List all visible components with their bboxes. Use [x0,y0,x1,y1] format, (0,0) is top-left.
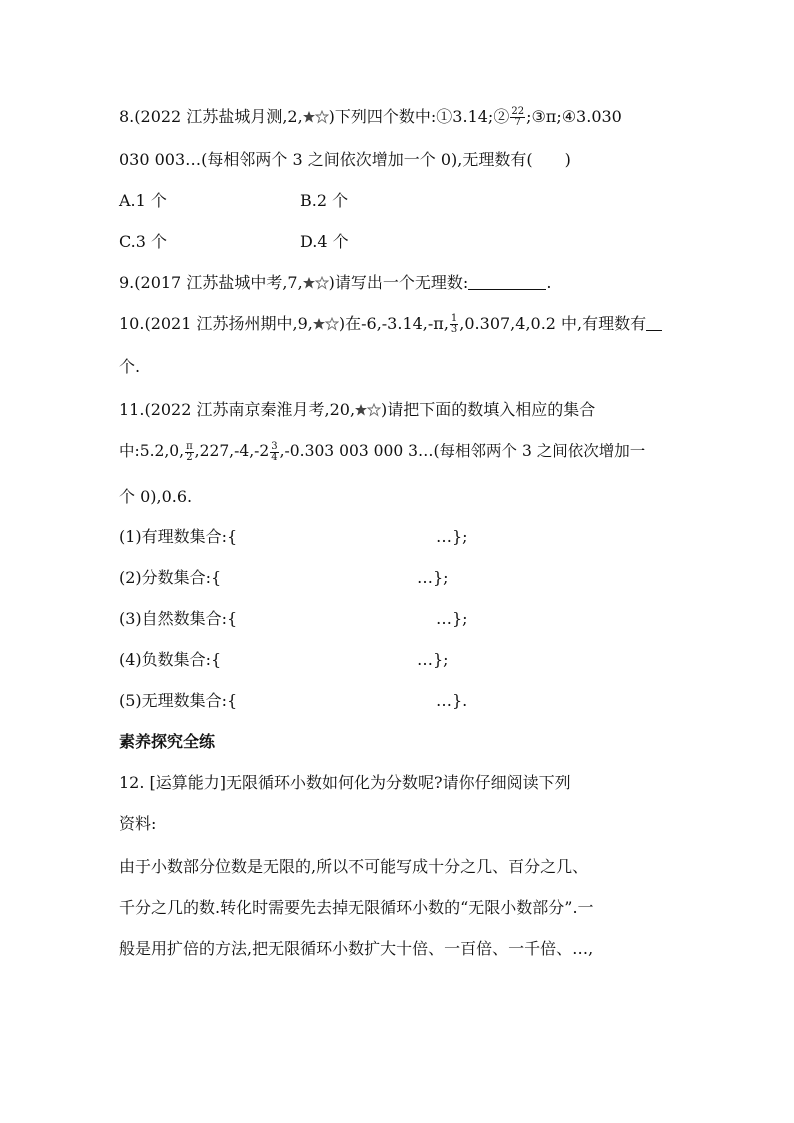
fraction-1-3: $\frac{1}{3}$ [450,313,458,335]
q12-line-3: 由于小数部分位数是无限的,所以不可能写成十分之几、百分之几、 [119,857,589,876]
set-natural-close: …}; [436,609,468,628]
difficulty-stars-icon [303,110,329,124]
q12-line-2: 资料: [119,814,157,833]
difficulty-stars-icon [355,403,381,417]
q8-line-2: 030 003…(每相邻两个 3 之间依次增加一个 0),无理数有( ) [119,150,571,169]
q8-option-d: D.4 个 [300,232,349,251]
set-fraction-open: (2)分数集合:{ [119,568,222,587]
q12-line-1: 12. [运算能力]无限循环小数如何化为分数呢?请你仔细阅读下列 [119,773,571,792]
q9-line: 9.(2017 江苏盐城中考,7, )请写出一个无理数: . [119,273,552,292]
set-fraction-close: …}; [417,568,449,587]
difficulty-stars-icon [303,276,329,290]
set-irrational-open: (5)无理数集合:{ [119,691,238,710]
answer-blank[interactable] [468,275,546,290]
q8-option-c: C.3 个 [119,232,168,251]
set-natural-open: (3)自然数集合:{ [119,609,238,628]
q10-line-2: 个. [119,357,141,376]
fraction-3-4: $\frac{3}{4}$ [271,440,278,463]
q11-line-3: 个 0),0.6. [119,487,193,506]
q11-line-2: 中:5.2,0, $\frac{\pi}{2}$ ,227,-4,-2 $\frac{3}{4}$ ,-0.303 003 000 3…(每相邻两个 3 之间依次增加一 [119,440,646,463]
q8-source: 8.(2022 江苏盐城月测,2, [119,107,303,126]
q8-option-b: B.2 个 [300,191,349,210]
q12-line-5: 般是用扩倍的方法,把无限循环小数扩大十倍、一百倍、一千倍、…, [119,939,594,958]
fraction-pi-2: $\frac{\pi}{2}$ [186,440,193,463]
section-title: 素养探究全练 [119,732,216,751]
q10-line-1: 10.(2021 江苏扬州期中,9, )在-6,-3.14,-π, $\frac{1}{3}$ ,0.307,4,0.2 中,有理数有 [119,314,662,335]
q8-line-1: 8.(2022 江苏盐城月测,2, )下列四个数中:①3.14;② $\frac{22}{7}$ ;③π;④3.030 [119,106,622,128]
set-negative-close: …}; [417,650,449,669]
answer-blank[interactable] [646,316,662,331]
set-rational-open: (1)有理数集合:{ [119,527,238,546]
fraction-22-7: $\frac{22}{7}$ [511,106,525,128]
set-rational-close: …}; [436,527,468,546]
difficulty-stars-icon [313,317,339,331]
q12-line-4: 千分之几的数.转化时需要先去掉无限循环小数的“无限小数部分”.一 [119,898,594,917]
q11-line-1: 11.(2022 江苏南京秦淮月考,20, )请把下面的数填入相应的集合 [119,400,596,419]
set-negative-open: (4)负数集合:{ [119,650,222,669]
set-irrational-close: …}. [436,691,468,710]
q8-option-a: A.1 个 [119,191,167,210]
